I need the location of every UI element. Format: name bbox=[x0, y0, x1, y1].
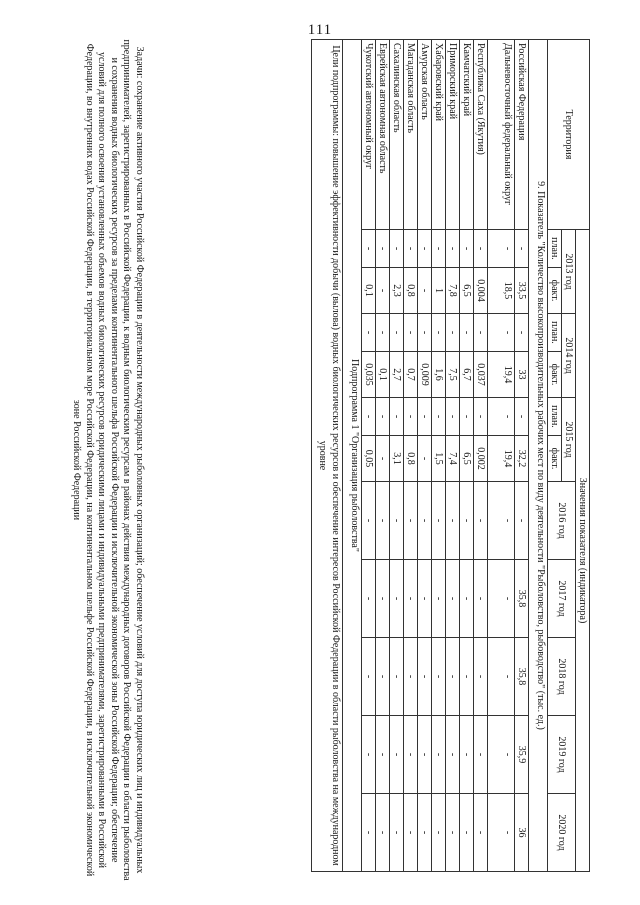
value-cell: 36 bbox=[515, 794, 529, 872]
header-year: 2017 год bbox=[548, 560, 576, 638]
value-cell: 19,4 bbox=[488, 436, 515, 482]
value-cell: - bbox=[418, 314, 432, 352]
value-cell: - bbox=[376, 436, 390, 482]
value-cell: - bbox=[390, 794, 404, 872]
value-cell: - bbox=[376, 482, 390, 560]
value-cell: - bbox=[460, 716, 474, 794]
territory-name: Амурская область bbox=[418, 40, 432, 230]
table-row bbox=[432, 40, 446, 872]
value-cell: - bbox=[432, 230, 446, 268]
value-cell: - bbox=[418, 794, 432, 872]
value-cell: - bbox=[488, 314, 515, 352]
value-cell: - bbox=[390, 716, 404, 794]
value-cell: - bbox=[474, 230, 488, 268]
table-row bbox=[446, 40, 460, 872]
value-cell: - bbox=[376, 716, 390, 794]
territory-name: Хабаровский край bbox=[432, 40, 446, 230]
value-cell: 0,1 bbox=[362, 268, 376, 314]
value-cell: - bbox=[474, 560, 488, 638]
value-cell: - bbox=[515, 482, 529, 560]
value-cell: - bbox=[446, 794, 460, 872]
table-row bbox=[474, 40, 488, 872]
value-cell: - bbox=[515, 230, 529, 268]
value-cell: - bbox=[488, 716, 515, 794]
header-year: 2020 год bbox=[548, 794, 576, 872]
value-cell: 0,8 bbox=[404, 268, 418, 314]
territory-name: Сахалинская область bbox=[390, 40, 404, 230]
value-cell: 7,8 bbox=[446, 268, 460, 314]
value-cell: 1,5 bbox=[432, 436, 446, 482]
table-row bbox=[418, 40, 432, 872]
value-cell: 35,8 bbox=[515, 560, 529, 638]
value-cell: - bbox=[362, 560, 376, 638]
value-cell: 0,05 bbox=[362, 436, 376, 482]
value-cell: - bbox=[418, 560, 432, 638]
value-cell: 7,5 bbox=[446, 352, 460, 398]
table-row bbox=[404, 40, 418, 872]
value-cell: - bbox=[376, 560, 390, 638]
value-cell: - bbox=[362, 314, 376, 352]
indicator-title: 9. Показатель "Количество высокопроизводительных рабочих мест по виду деятельности "Рыболовство, рыбоводство" (тыс. ед.) bbox=[529, 40, 548, 872]
value-cell: 0,1 bbox=[376, 352, 390, 398]
header-plan: план. bbox=[548, 230, 562, 268]
value-cell: 32,2 bbox=[515, 436, 529, 482]
value-cell: - bbox=[376, 794, 390, 872]
value-cell: - bbox=[418, 482, 432, 560]
subprogram-title: Подпрограмма 1 "Организация рыболовства" bbox=[343, 40, 362, 872]
table-row bbox=[488, 40, 515, 872]
value-cell: - bbox=[460, 794, 474, 872]
header-fact: факт. bbox=[548, 352, 562, 398]
value-cell: - bbox=[404, 398, 418, 436]
value-cell: - bbox=[418, 268, 432, 314]
header-year: 2016 год bbox=[548, 482, 576, 560]
header-fact: факт. bbox=[548, 268, 562, 314]
value-cell: - bbox=[460, 230, 474, 268]
value-cell: - bbox=[404, 230, 418, 268]
value-cell: - bbox=[362, 482, 376, 560]
value-cell: - bbox=[474, 638, 488, 716]
value-cell: - bbox=[404, 314, 418, 352]
value-cell: - bbox=[446, 560, 460, 638]
header-values: Значения показателя (индикатора) bbox=[576, 230, 590, 872]
value-cell: 0,009 bbox=[418, 352, 432, 398]
value-cell: - bbox=[418, 230, 432, 268]
header-year: 2015 год bbox=[562, 398, 576, 482]
value-cell: - bbox=[376, 398, 390, 436]
value-cell: - bbox=[376, 268, 390, 314]
value-cell: 18,5 bbox=[488, 268, 515, 314]
value-cell: - bbox=[362, 794, 376, 872]
value-cell: - bbox=[488, 638, 515, 716]
value-cell: - bbox=[432, 398, 446, 436]
value-cell: - bbox=[390, 230, 404, 268]
value-cell: 33 bbox=[515, 352, 529, 398]
value-cell: - bbox=[488, 230, 515, 268]
value-cell: 35,9 bbox=[515, 716, 529, 794]
value-cell: - bbox=[488, 560, 515, 638]
value-cell: 0,004 bbox=[474, 268, 488, 314]
territory-name: Камчатский край bbox=[460, 40, 474, 230]
value-cell: - bbox=[474, 482, 488, 560]
header-fact: факт. bbox=[548, 436, 562, 482]
value-cell: - bbox=[404, 794, 418, 872]
value-cell: - bbox=[474, 716, 488, 794]
value-cell: - bbox=[446, 716, 460, 794]
value-cell: - bbox=[362, 716, 376, 794]
header-year: 2019 год bbox=[548, 716, 576, 794]
territory-name: Еврейская автономная область bbox=[376, 40, 390, 230]
table-row bbox=[390, 40, 404, 872]
header-territory: Территория bbox=[548, 40, 590, 230]
value-cell: - bbox=[515, 314, 529, 352]
value-cell: - bbox=[515, 398, 529, 436]
value-cell: 0,8 bbox=[404, 436, 418, 482]
value-cell: - bbox=[488, 482, 515, 560]
value-cell: - bbox=[404, 716, 418, 794]
value-cell: - bbox=[418, 638, 432, 716]
value-cell: - bbox=[432, 716, 446, 794]
value-cell: 6,7 bbox=[460, 352, 474, 398]
value-cell: - bbox=[390, 398, 404, 436]
value-cell: - bbox=[432, 314, 446, 352]
value-cell: - bbox=[432, 794, 446, 872]
territory-name: Приморский край bbox=[446, 40, 460, 230]
value-cell: - bbox=[418, 398, 432, 436]
value-cell: 1 bbox=[432, 268, 446, 314]
territory-name: Чукотский автономный округ bbox=[362, 40, 376, 230]
value-cell: - bbox=[474, 794, 488, 872]
value-cell: - bbox=[446, 314, 460, 352]
value-cell: - bbox=[404, 482, 418, 560]
value-cell: 2,7 bbox=[390, 352, 404, 398]
territory-name: Магаданская область bbox=[404, 40, 418, 230]
header-year: 2018 год bbox=[548, 638, 576, 716]
value-cell: 33,5 bbox=[515, 268, 529, 314]
value-cell: - bbox=[460, 560, 474, 638]
value-cell: 35,8 bbox=[515, 638, 529, 716]
value-cell: - bbox=[460, 638, 474, 716]
header-year: 2014 год bbox=[562, 314, 576, 398]
value-cell: 3,1 bbox=[390, 436, 404, 482]
value-cell: - bbox=[474, 398, 488, 436]
value-cell: - bbox=[390, 638, 404, 716]
value-cell: - bbox=[488, 398, 515, 436]
value-cell: - bbox=[488, 794, 515, 872]
table-row bbox=[515, 40, 529, 872]
value-cell: - bbox=[460, 482, 474, 560]
value-cell: - bbox=[376, 314, 390, 352]
value-cell: - bbox=[432, 482, 446, 560]
table-row bbox=[376, 40, 390, 872]
value-cell: - bbox=[446, 482, 460, 560]
value-cell: - bbox=[390, 314, 404, 352]
value-cell: - bbox=[446, 398, 460, 436]
subprogram-goal: Цели подпрограммы: повышение эффективности добычи (вылова) водных биологических ресурсов и обеспечение интересов Российской Федерации в области рыболовства на международном уровне bbox=[312, 40, 343, 872]
value-cell: - bbox=[432, 638, 446, 716]
value-cell: 0,037 bbox=[474, 352, 488, 398]
table-row bbox=[460, 40, 474, 872]
value-cell: 0,7 bbox=[404, 352, 418, 398]
page-number: 111 bbox=[307, 22, 333, 38]
value-cell: 1,6 bbox=[432, 352, 446, 398]
value-cell: - bbox=[404, 560, 418, 638]
value-cell: - bbox=[446, 638, 460, 716]
value-cell: - bbox=[446, 230, 460, 268]
value-cell: - bbox=[432, 560, 446, 638]
table-row bbox=[362, 40, 376, 872]
value-cell: - bbox=[390, 482, 404, 560]
value-cell: 6,5 bbox=[460, 268, 474, 314]
value-cell: - bbox=[418, 436, 432, 482]
value-cell: - bbox=[460, 398, 474, 436]
value-cell: 7,4 bbox=[446, 436, 460, 482]
value-cell: - bbox=[362, 638, 376, 716]
value-cell: - bbox=[376, 638, 390, 716]
header-plan: план. bbox=[548, 398, 562, 436]
territory-name: Российская Федерация bbox=[515, 40, 529, 230]
value-cell: 0,002 bbox=[474, 436, 488, 482]
value-cell: - bbox=[404, 638, 418, 716]
indicator-table bbox=[311, 39, 590, 872]
value-cell: - bbox=[418, 716, 432, 794]
value-cell: - bbox=[474, 314, 488, 352]
value-cell: 19,4 bbox=[488, 352, 515, 398]
value-cell: 2,3 bbox=[390, 268, 404, 314]
value-cell: 6,5 bbox=[460, 436, 474, 482]
header-plan: план. bbox=[548, 314, 562, 352]
value-cell: - bbox=[460, 314, 474, 352]
territory-name: Дальневосточный федеральный округ bbox=[488, 40, 515, 230]
territory-name: Республика Саха (Якутия) bbox=[474, 40, 488, 230]
value-cell: - bbox=[362, 398, 376, 436]
rotated-sheet bbox=[50, 39, 590, 881]
value-cell: - bbox=[362, 230, 376, 268]
header-year: 2013 год bbox=[562, 230, 576, 314]
subprogram-tasks: Задачи: сохранение активного участия Российской Федерации в деятельности международных рыболовных организаций; обеспечение условий для доступа юридических лиц и индивидуальных предпринимателей, зарегистрированных в Российской Федерации, к водным биологическим ресурсам в районах действия международных договоров Российской Федерации в области рыболовства и сохранения водных биологических ресурсов за пределами континентального шельфа Российской Федерации и исключительной экономической зоны Российской Федерации; обеспечение условий для полного освоения установленных объемов водных биологических ресурсов юридическими лицами и индивидуальными предпринимателями, зарегистрированными в Российской Федерации, во внутренних водах Российской Федерации, в территориальном море Российской Федерации, на континентальном шельфе Российской Федерации, в исключительной экономической зоне Российской Федерации bbox=[71, 39, 145, 881]
value-cell: - bbox=[376, 230, 390, 268]
value-cell: 0,035 bbox=[362, 352, 376, 398]
value-cell: - bbox=[390, 560, 404, 638]
